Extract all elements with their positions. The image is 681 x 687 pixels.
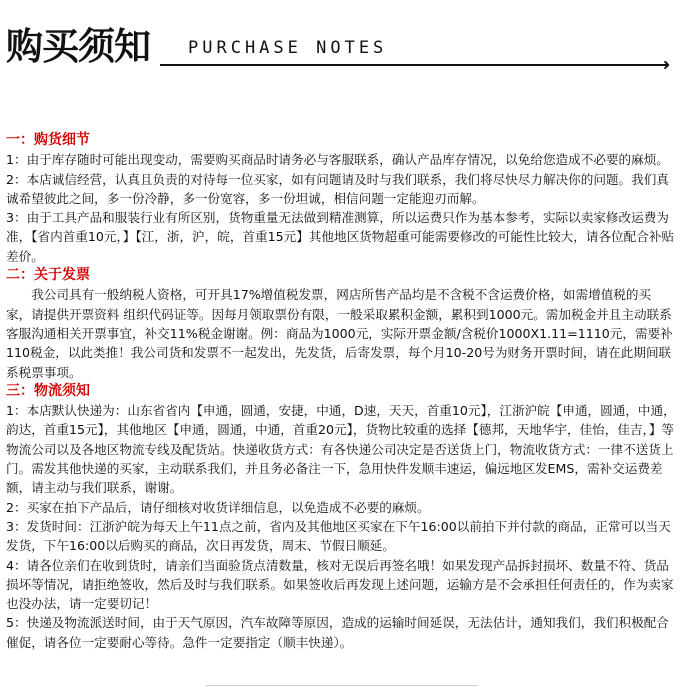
- paragraph: 3：发货时间：江浙沪皖为每天上午11点之前，省内及其他地区买家在下午16:00以前拍下并付款的商品，正常可以当天发货，下午16:00以后购买的商品，次日再发货，周末、节假日顺延。: [6, 518, 671, 554]
- section-title-logistics: 三：物流须知: [6, 382, 90, 399]
- notes-content: [6, 131, 676, 652]
- arrow-right-icon: ➜: [657, 55, 671, 74]
- title-underline: [160, 64, 665, 66]
- section-title-purchase: 一：购货细节: [6, 132, 90, 148]
- paragraph: 2：买家在拍下产品后，请仔细核对收货详细信息，以免造成不必要的麻烦。: [6, 499, 430, 515]
- paragraph: 1：由于库存随时可能出现变动，需要购买商品时请务必与客服联系，确认产品库存情况，以免给您造成不必要的麻烦。: [6, 152, 669, 168]
- paragraph: 我公司具有一般纳税人资格，可开具17%增值税发票，网店所售产品均是不含税不含运费价格，如需增值税的买家，请提供开票资料 组织代码证等。因每月领取票份有限，一般采取累积金额，累积到1000元。需加税金并且主动联系客服沟通相关开票事宜，补交11%税金谢谢。例：商品为1000元，实际开票金额/含税价1000X1.11=1110元，需要补110税金，以此类推！我公司货和发票不一起发出，先发货，后寄发票，每个月10-20号为财务开票时间，请在此期间联系税票事项。: [6, 287, 673, 380]
- page-subtitle: PURCHASE NOTES: [188, 38, 388, 58]
- paragraph: 2：本店诚信经营，认真且负责的对待每一位买家，如有问题请及时与我们联系，我们将尽快尽力解决你的问题。我们真诚希望彼此之间，多一份冷静，多一份宽容，多一份坦诚，相信问题一定能迎刃而解。: [6, 171, 669, 206]
- page-title: 购买须知: [6, 25, 150, 68]
- paragraph: 5：快递及物流派送时间，由于天气原因，汽车故障等原因，造成的运输时间延误，无法估计，通知我们，我们积极配合催促，请各位一定要耐心等待。急件一定要指定（顺丰快递）。: [6, 615, 669, 650]
- paragraph: 1：本店默认快递为：山东省省内【申通，圆通，安捷，中通，D速，天天，首重10元】，江浙沪皖【申通，圆通，中通，韵达，首重15元】，其他地区【申通，圆通，中通，首重20元】，货物比较重的选择【德邦，天地华宇，佳怡，佳吉，】等物流公司以及各地区物流专线及配货站。快递收货方式：有各快递公司决定是否送货上门，物流收货方式：一律不送货上门。需发其他快递的买家，主动联系我们，并且务必备注一下，急用快件发顺丰速运，偏远地区发EMS，需补交运费差额，请主动与我们联系，谢谢。: [6, 403, 676, 496]
- section-title-invoice: 二：关于发票: [6, 267, 90, 284]
- bottom-divider: [206, 685, 478, 686]
- paragraph: 3：由于工具产品和服装行业有所区别，货物重量无法做到精准测算，所以运费只作为基本参考，实际以卖家修改运费为准，【省内首重10元，】【江，浙，沪，皖，首重15元】其他地区货物超重可能需要修改的可能性比较大，请各位配合补贴差价。: [6, 210, 675, 264]
- header: [0, 0, 681, 90]
- paragraph: 4：请各位亲们在收到货时，请亲们当面验货点清数量，核对无误后再签名哦！如果发现产品拆封损坏、数量不符、货品损坏等情况，请拒绝签收，然后及时与我们联系。如果签收后再发现上述问题，运输方是不会承担任何责任的，作为卖家也没办法，请一定要切记！: [6, 557, 674, 612]
